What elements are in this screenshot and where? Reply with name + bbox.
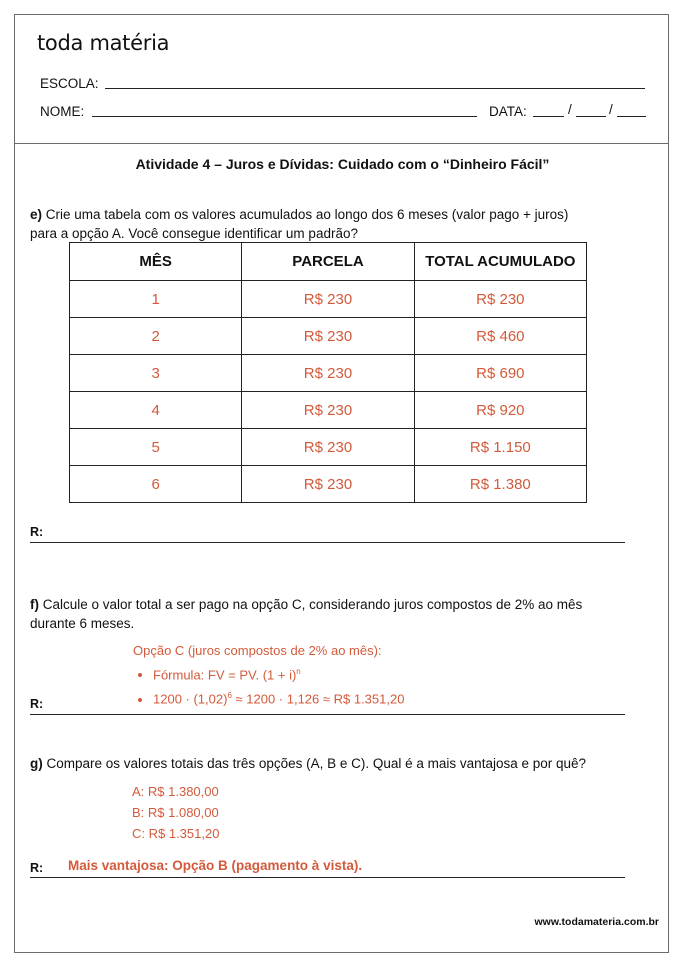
option-a-total: A: R$ 1.380,00 <box>132 784 219 799</box>
table-row <box>70 392 587 429</box>
question-e-letter: e) <box>30 207 43 222</box>
answer-e-line[interactable] <box>30 542 625 543</box>
answer-e-label: R: <box>30 525 44 539</box>
cell-total: R$ 920 <box>414 392 586 429</box>
logo: toda matéria <box>37 31 170 55</box>
table-row <box>70 429 587 466</box>
cell-total: R$ 690 <box>414 355 586 392</box>
cell-total: R$ 230 <box>414 281 586 318</box>
date-slash-1: / <box>568 102 572 117</box>
cell-parcela: R$ 230 <box>242 392 414 429</box>
cell-parcela: R$ 230 <box>242 466 414 503</box>
header-divider <box>15 143 668 144</box>
question-f-text-1: Calcule o valor total a ser pago na opção C, considerando juros compostos de 2% ao mês <box>39 597 583 612</box>
question-f <box>30 595 620 633</box>
cell-mes: 6 <box>70 466 242 503</box>
answer-f-line[interactable] <box>30 714 625 715</box>
question-g-text: Compare os valores totais das três opções (A, B e C). Qual é a mais vantajosa e por quê? <box>42 756 587 771</box>
cell-parcela: R$ 230 <box>242 429 414 466</box>
cell-total: R$ 460 <box>414 318 586 355</box>
header-total: TOTAL ACUMULADO <box>414 243 586 281</box>
answer-f-block <box>133 640 404 710</box>
activity-title: Atividade 4 – Juros e Dívidas: Cuidado com o “Dinheiro Fácil” <box>135 156 550 172</box>
table-row <box>70 318 587 355</box>
table-row <box>70 281 587 318</box>
header-mes: MÊS <box>70 243 242 281</box>
cell-total: R$ 1.380 <box>414 466 586 503</box>
table-row <box>70 355 587 392</box>
accumulated-table <box>69 242 587 503</box>
option-c-total: C: R$ 1.351,20 <box>132 826 220 841</box>
cell-mes: 5 <box>70 429 242 466</box>
cell-total: R$ 1.150 <box>414 429 586 466</box>
table-header-row <box>70 243 587 281</box>
question-e <box>30 205 620 243</box>
question-g <box>30 754 620 773</box>
date-slash-2: / <box>609 102 613 117</box>
escola-line[interactable] <box>105 88 645 89</box>
question-f-letter: f) <box>30 597 39 612</box>
nome-label: NOME: <box>40 104 85 119</box>
cell-mes: 1 <box>70 281 242 318</box>
answer-g-line[interactable] <box>30 877 625 878</box>
header-parcela: PARCELA <box>242 243 414 281</box>
question-f-text-2: durante 6 meses. <box>30 616 135 631</box>
cell-mes: 4 <box>70 392 242 429</box>
option-b-total: B: R$ 1.080,00 <box>132 805 219 820</box>
cell-mes: 2 <box>70 318 242 355</box>
answer-g-final: Mais vantajosa: Opção B (pagamento à vista). <box>68 858 363 873</box>
answer-f-formula: • Fórmula: FV = PV. $(1 + i)^n$ <box>153 661 404 685</box>
cell-parcela: R$ 230 <box>242 281 414 318</box>
cell-mes: 3 <box>70 355 242 392</box>
date-month-line[interactable] <box>576 116 606 117</box>
cell-parcela: R$ 230 <box>242 318 414 355</box>
escola-label: ESCOLA: <box>40 76 99 91</box>
answer-g-label: R: <box>30 861 44 875</box>
footer-url: www.todamateria.com.br <box>534 916 659 928</box>
question-g-letter: g) <box>30 756 43 771</box>
date-day-line[interactable] <box>533 116 564 117</box>
cell-parcela: R$ 230 <box>242 355 414 392</box>
answer-f-calculation: • $1200 \cdot (1,02)^6 \approx 1200 \cdot 1,126$ ≈ R$ 1.351,20 <box>153 685 404 709</box>
answer-f-label: R: <box>30 697 44 711</box>
nome-line[interactable] <box>92 116 477 117</box>
date-year-line[interactable] <box>617 116 646 117</box>
question-e-text-1: Crie uma tabela com os valores acumulados ao longo dos 6 meses (valor pago + juros) <box>42 207 569 222</box>
table-row <box>70 466 587 503</box>
answer-g-options <box>132 781 219 844</box>
answer-f-heading: Opção C (juros compostos de 2% ao mês): <box>133 643 382 658</box>
question-e-text-2: para a opção A. Você consegue identificar um padrão? <box>30 226 358 241</box>
data-label: DATA: <box>489 104 527 119</box>
